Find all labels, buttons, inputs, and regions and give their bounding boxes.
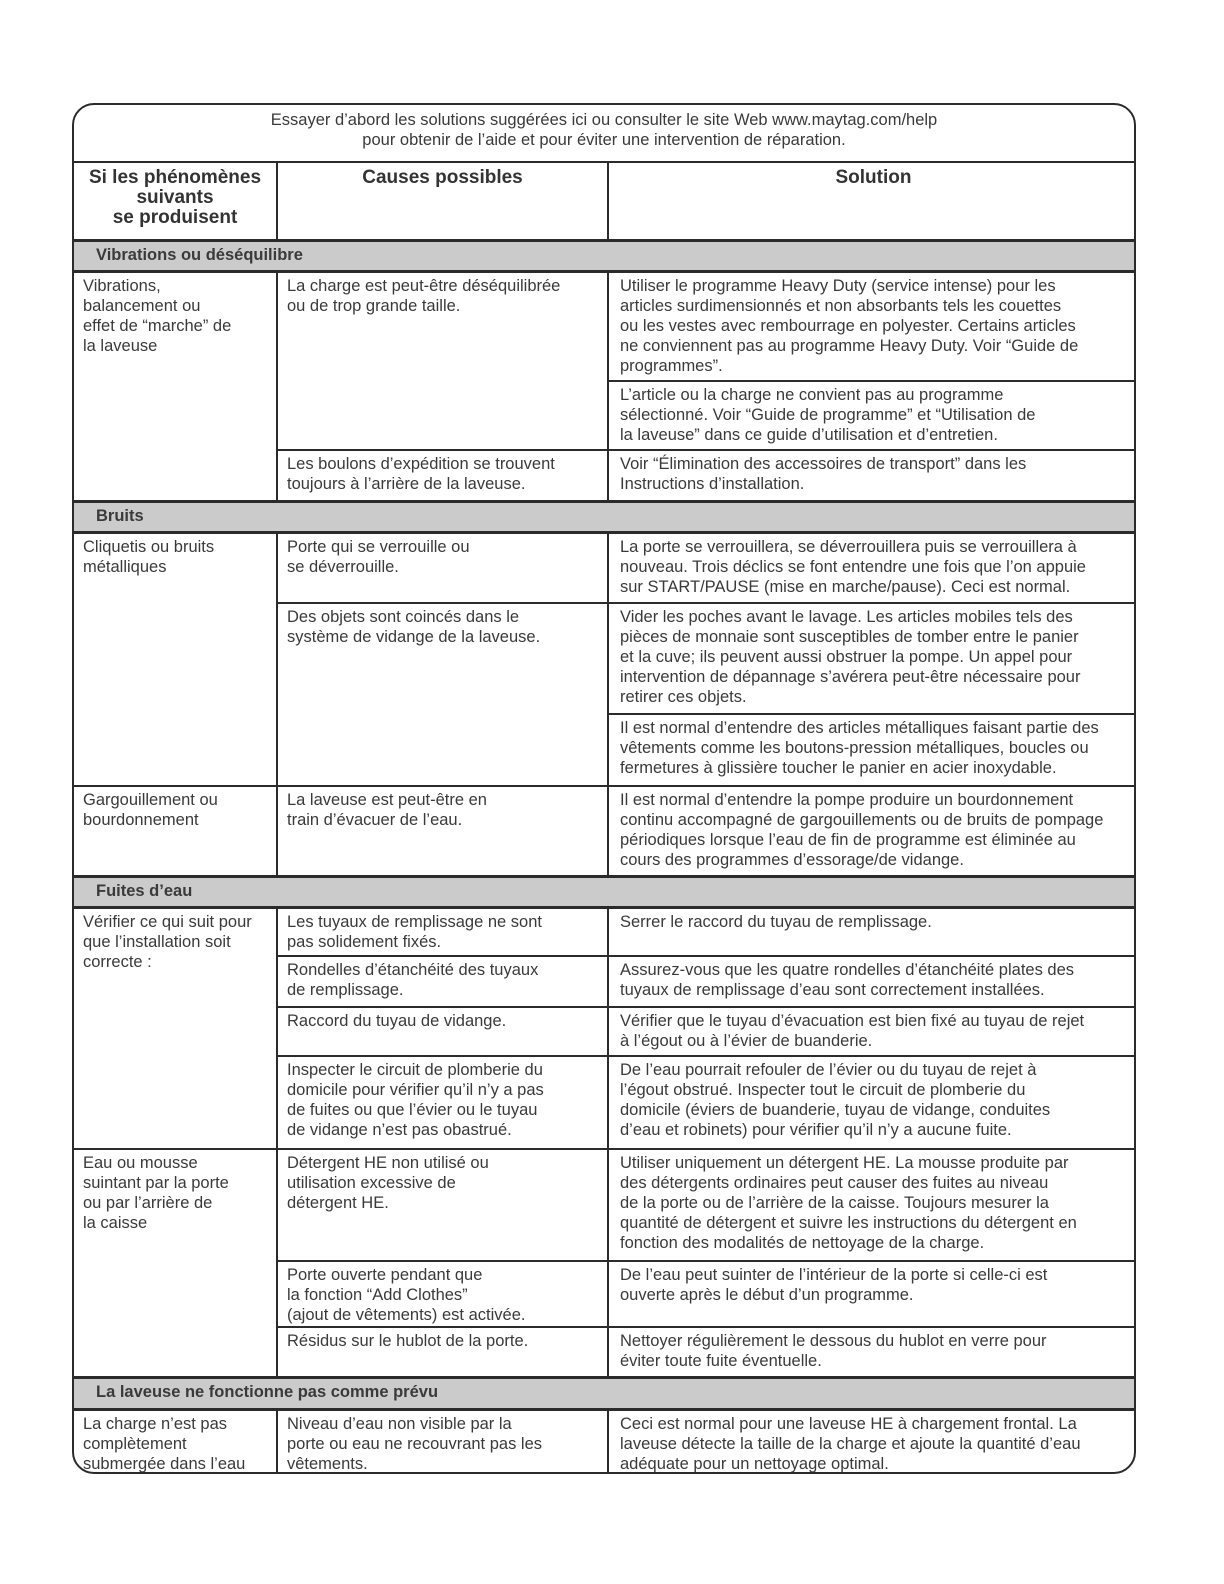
symptom-cell: Gargouillement ou bourdonnement [74, 786, 277, 876]
solution-cell: La porte se verrouillera, se déverrouillera puis se verrouillera à nouveau. Trois déclics se font entendre une fois que l’on appuie sur START/PAUSE (mise en marche/pause). Ceci est normal. [608, 532, 1136, 603]
cause-cell: Les tuyaux de remplissage ne sont pas solidement fixés. [277, 907, 608, 956]
solution-cell: L’article ou la charge ne convient pas au programme sélectionné. Voir “Guide de programme” et “Utilisation de la laveuse” dans ce guide d’utilisation et d’entretien. [608, 381, 1136, 450]
section-title-fuites: Fuites d’eau [74, 876, 1136, 907]
solution-cell: Utiliser le programme Heavy Duty (service intense) pour les articles surdimensionnés et non absorbants tels les couettes ou les vestes avec rembourrage en polyester. Certains articles ne conviennent pas au programme Heavy Duty. Voir “Guide de programmes”. [608, 271, 1136, 381]
table-row [74, 786, 1136, 876]
cause-cell: Les boulons d’expédition se trouvent toujours à l’arrière de la laveuse. [277, 450, 608, 501]
cause-cell: La charge est peut-être déséquilibrée ou de trop grande taille. [277, 271, 608, 450]
solution-cell: Serrer le raccord du tuyau de remplissage. [608, 907, 1136, 956]
cause-cell: Inspecter le circuit de plomberie du domicile pour vérifier qu’il n’y a pas de fuites ou que l’évier ou le tuyau de vidange n’est pas obastrué. [277, 1056, 608, 1149]
solution-cell: Voir “Élimination des accessoires de transport” dans les Instructions d’installation. [608, 450, 1136, 501]
solution-cell: De l’eau pourrait refouler de l’évier ou du tuyau de rejet à l’égout obstrué. Inspecter tout le circuit de plomberie du domicile (éviers de buanderie, tuyau de vidange, conduites d’eau et robinets) pour vérifier qu’il n’y a aucune fuite. [608, 1056, 1136, 1149]
table-row [74, 271, 1136, 381]
header-symptom: Si les phénomènes suivants se produisent [74, 162, 277, 240]
cause-cell: Porte qui se verrouille ou se déverrouille. [277, 532, 608, 603]
solution-cell: Vider les poches avant le lavage. Les articles mobiles tels des pièces de monnaie sont susceptibles de tomber entre le panier et la cuve; ils peuvent aussi obstruer la pompe. Un appel pour intervention de dépannage s’avérera peut-être nécessaire pour retirer ces objets. [608, 603, 1136, 714]
section-row [74, 240, 1136, 271]
header-causes: Causes possibles [277, 162, 608, 240]
symptom-cell: Cliquetis ou bruits métalliques [74, 532, 277, 786]
section-row [74, 1377, 1136, 1409]
troubleshooting-frame [72, 103, 1136, 1474]
header-row [74, 162, 1136, 240]
cause-cell: La laveuse est peut-être en train d’évacuer de l’eau. [277, 786, 608, 876]
cause-cell: Rondelles d’étanchéité des tuyaux de remplissage. [277, 956, 608, 1007]
solution-cell: Il est normal d’entendre la pompe produire un bourdonnement continu accompagné de gargouillements ou de bruits de pompage périodiques lorsque l’eau de fin de programme est éliminée au cours des programmes d’essorage/de vidange. [608, 786, 1136, 876]
header-solution: Solution [608, 162, 1136, 240]
cause-cell: Résidus sur le hublot de la porte. [277, 1327, 608, 1377]
table-row [74, 532, 1136, 603]
section-title-fonctionne: La laveuse ne fonctionne pas comme prévu [74, 1377, 1136, 1409]
symptom-cell: Vibrations, balancement ou effet de “marche” de la laveuse [74, 271, 277, 501]
solution-cell: Il est normal d’entendre des articles métalliques faisant partie des vêtements comme les boutons-pression métalliques, boucles ou fermetures à glissière toucher le panier en acier inoxydable. [608, 714, 1136, 786]
table-row [74, 1409, 1136, 1474]
solution-cell: Ceci est normal pour une laveuse HE à chargement frontal. La laveuse détecte la taille de la charge et ajoute la quantité d’eau adéquate pour un nettoyage optimal. [608, 1409, 1136, 1474]
cause-cell: Niveau d’eau non visible par la porte ou eau ne recouvrant pas les vêtements. [277, 1409, 608, 1474]
solution-cell: Vérifier que le tuyau d’évacuation est bien fixé au tuyau de rejet à l’égout ou à l’évier de buanderie. [608, 1007, 1136, 1056]
table-row [74, 907, 1136, 956]
section-row [74, 876, 1136, 907]
table-row [74, 1149, 1136, 1261]
solution-cell: Utiliser uniquement un détergent HE. La mousse produite par des détergents ordinaires peut causer des fuites au niveau de la porte ou de l’arrière de la caisse. Toujours mesurer la quantité de détergent et suivre les instructions du détergent en fonction des modalités de nettoyage de la charge. [608, 1149, 1136, 1261]
section-title-bruits: Bruits [74, 501, 1136, 532]
intro-note [74, 105, 1134, 161]
cause-cell: Raccord du tuyau de vidange. [277, 1007, 608, 1056]
cause-cell: Détergent HE non utilisé ou utilisation excessive de détergent HE. [277, 1149, 608, 1261]
troubleshooting-table [74, 161, 1136, 1474]
cause-cell: Des objets sont coincés dans le système de vidange de la laveuse. [277, 603, 608, 786]
cause-cell: Porte ouverte pendant que la fonction “Add Clothes” (ajout de vêtements) est activée. [277, 1261, 608, 1327]
solution-cell: Nettoyer régulièrement le dessous du hublot en verre pour éviter toute fuite éventuelle. [608, 1327, 1136, 1377]
solution-cell: Assurez-vous que les quatre rondelles d’étanchéité plates des tuyaux de remplissage d’eau sont correctement installées. [608, 956, 1136, 1007]
section-title-vibrations: Vibrations ou déséquilibre [74, 240, 1136, 271]
intro-line-1: Essayer d’abord les solutions suggérées ici ou consulter le site Web www.maytag.com/help [270, 111, 938, 129]
solution-cell: De l’eau peut suinter de l’intérieur de la porte si celle-ci est ouverte après le début d’un programme. [608, 1261, 1136, 1327]
symptom-cell: Vérifier ce qui suit pour que l’installation soit correcte : [74, 907, 277, 1149]
section-row [74, 501, 1136, 532]
symptom-cell: La charge n’est pas complètement submergée dans l’eau [74, 1409, 277, 1474]
symptom-cell: Eau ou mousse suintant par la porte ou par l’arrière de la caisse [74, 1149, 277, 1377]
intro-line-2: pour obtenir de l’aide et pour éviter une intervention de réparation. [362, 131, 846, 149]
